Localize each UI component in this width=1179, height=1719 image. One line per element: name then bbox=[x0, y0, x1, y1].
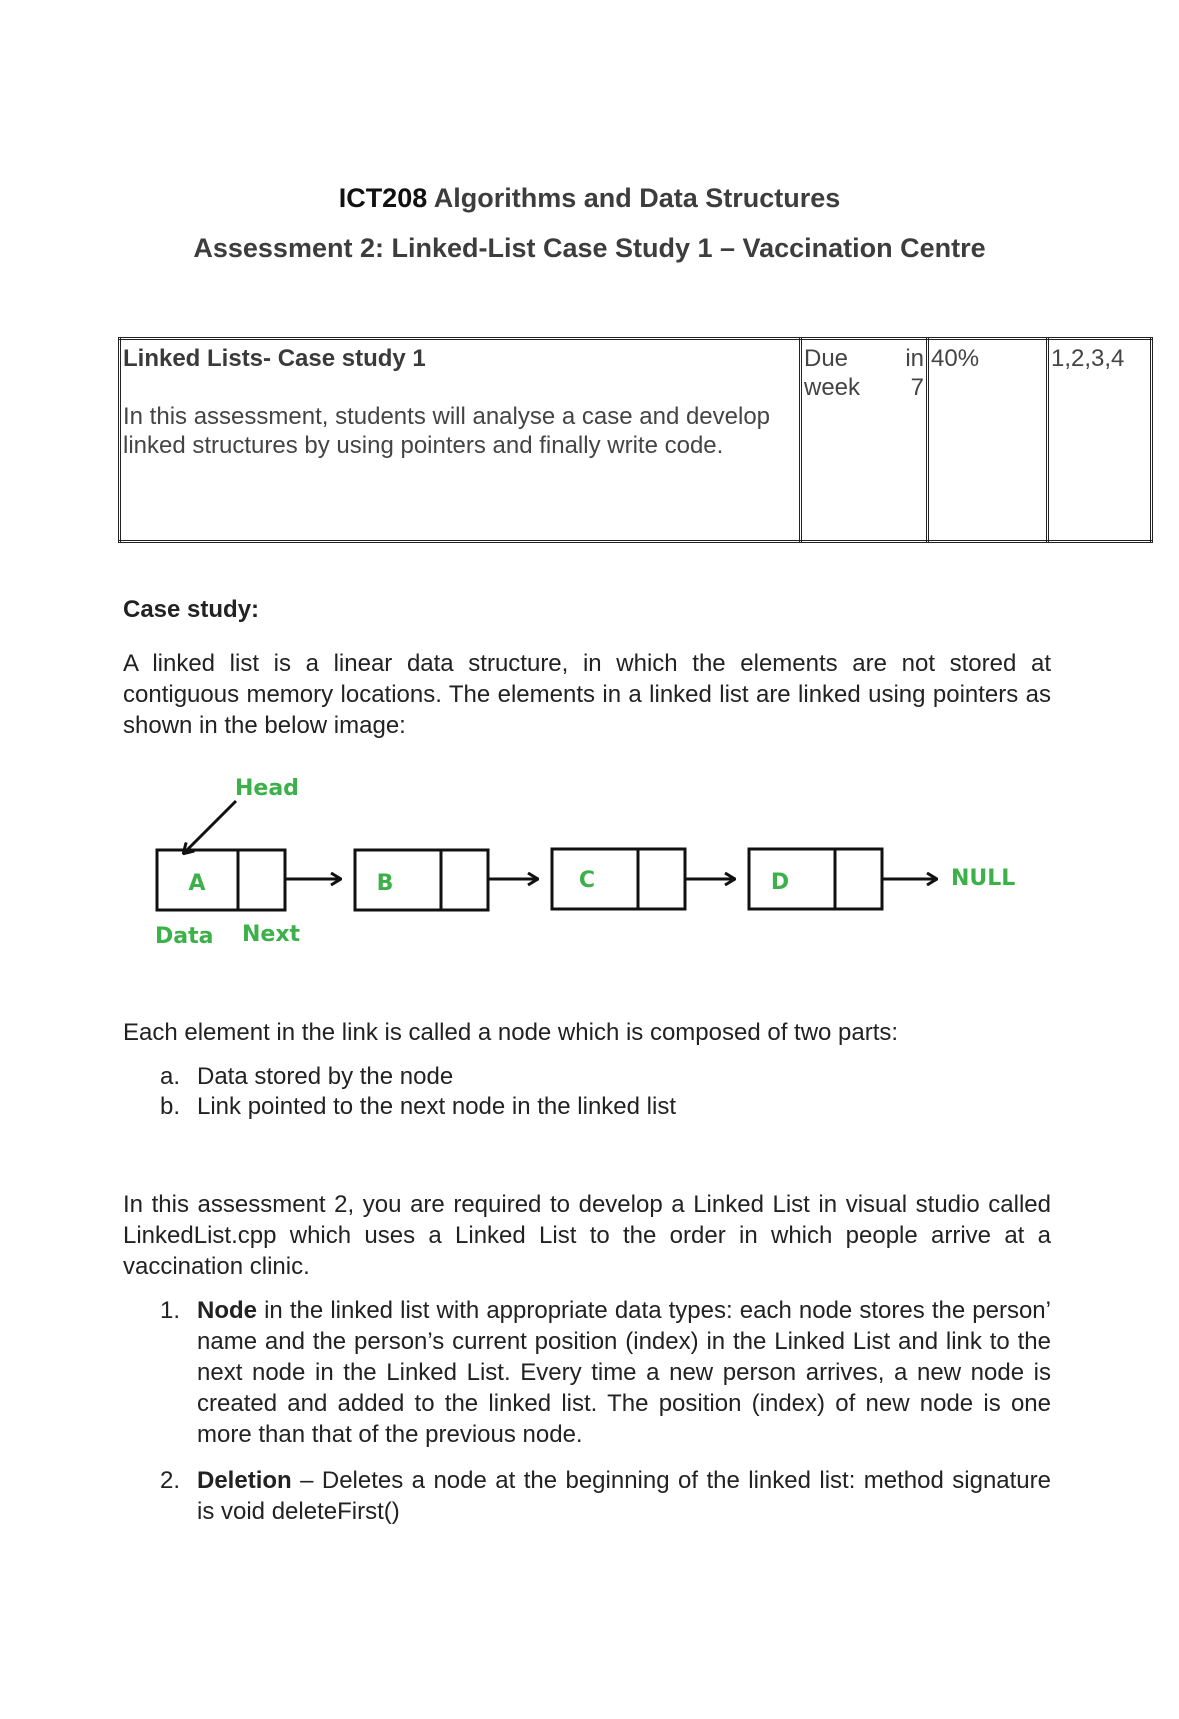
node-intro: Each element in the link is called a node which is composed of two parts: bbox=[123, 1019, 899, 1046]
node-d bbox=[749, 849, 882, 909]
data-box bbox=[355, 850, 441, 910]
data-label: Data bbox=[155, 924, 214, 949]
case-study-heading: Case study: bbox=[123, 596, 260, 623]
task-description: In this assessment, students will analyse a case and develop linked structures by using pointers and finally write code. bbox=[123, 403, 771, 459]
null-label: NULL bbox=[951, 866, 1016, 891]
next-label: Next bbox=[242, 922, 301, 947]
data-box bbox=[749, 849, 835, 909]
head-label: Head bbox=[235, 776, 299, 801]
weight-value: 40% bbox=[931, 345, 980, 372]
learning-outcomes-value: 1,2,3,4 bbox=[1051, 345, 1125, 372]
next-box bbox=[238, 850, 285, 910]
node-a bbox=[157, 850, 285, 910]
course-name: Algorithms and Data Structures bbox=[427, 183, 841, 213]
list-item bbox=[160, 1295, 1051, 1450]
list-marker: a. bbox=[160, 1063, 181, 1090]
linked-list-diagram bbox=[140, 765, 1040, 955]
list-item bbox=[160, 1092, 676, 1122]
due-text: Due in week 7 bbox=[804, 345, 924, 401]
task-title: Linked Lists- Case study 1 bbox=[123, 345, 426, 372]
assessment-title: Assessment 2: Linked-List Case Study 1 – Vaccination Centre bbox=[193, 233, 986, 263]
node-label: A bbox=[188, 871, 206, 896]
requirement-body bbox=[197, 1465, 1051, 1527]
list-marker: 1. bbox=[160, 1297, 181, 1324]
list-item-text: Data stored by the node bbox=[197, 1063, 454, 1090]
linked-list-intro: A linked list is a linear data structure, in which the elements are not stored at contiguous memory locations. The elements in a linked list are linked using pointers as shown in the below image: bbox=[123, 650, 1051, 739]
requirement-term: Node bbox=[197, 1297, 257, 1324]
list-item bbox=[160, 1062, 676, 1092]
next-box bbox=[638, 849, 685, 909]
task-intro: In this assessment 2, you are required to develop a Linked List in visual studio called LinkedList.cpp which uses a Linked List to the order in which people arrive at a vaccination clinic. bbox=[123, 1191, 1051, 1280]
requirement-deletion bbox=[160, 1465, 1051, 1527]
node-label: C bbox=[578, 868, 596, 893]
node-label: D bbox=[770, 870, 790, 895]
course-title bbox=[0, 183, 1179, 214]
list-marker: b. bbox=[160, 1093, 181, 1120]
next-box bbox=[835, 849, 882, 909]
requirement-body bbox=[197, 1295, 1051, 1450]
assessment-info-table bbox=[118, 337, 1153, 543]
node-b bbox=[355, 850, 488, 910]
list-item-text: Link pointed to the next node in the linked list bbox=[197, 1093, 676, 1120]
head-arrow bbox=[184, 801, 236, 853]
list-item bbox=[160, 1465, 1051, 1527]
node-c bbox=[552, 849, 685, 909]
learning-outcomes-cell bbox=[1048, 339, 1152, 542]
node-label: B bbox=[376, 871, 394, 896]
course-code: ICT208 bbox=[338, 183, 428, 213]
weight-cell bbox=[928, 339, 1048, 542]
node-parts-list bbox=[160, 1062, 676, 1122]
requirement-text: – Deletes a node at the beginning of the linked list: method signature is void deleteFirst() bbox=[197, 1467, 1051, 1525]
task-cell bbox=[120, 339, 801, 542]
requirement-text: in the linked list with appropriate data types: each node stores the person’ name and the person’s current position (index) in the Linked List and link to the next node in the Linked List. Every time a new person arrives, a new node is created and added to the linked list. The position (index) of new node is one more than that of the previous node. bbox=[197, 1297, 1051, 1448]
next-box bbox=[441, 850, 488, 910]
list-marker: 2. bbox=[160, 1467, 181, 1494]
requirement-node bbox=[160, 1295, 1051, 1450]
due-cell bbox=[801, 339, 928, 542]
requirement-term: Deletion bbox=[197, 1467, 292, 1494]
